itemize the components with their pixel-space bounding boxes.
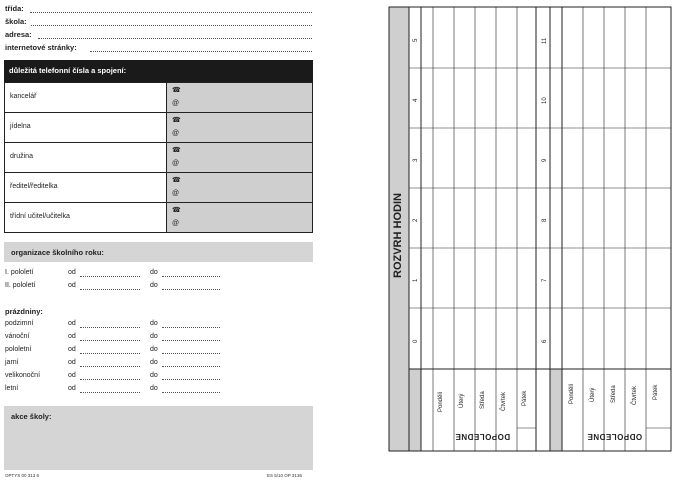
skola-field[interactable] — [31, 25, 312, 26]
pololeti-label: II. pololetí — [5, 282, 36, 289]
organizace-title: organizace školního roku: — [11, 248, 104, 257]
phone-icon: ☎ — [172, 87, 181, 94]
phones-title: důležitá telefonní čísla a spojení: — [4, 60, 313, 82]
do-field[interactable] — [162, 340, 220, 341]
do-label: do — [150, 333, 158, 340]
od-field[interactable] — [80, 276, 140, 277]
web-field[interactable] — [90, 51, 312, 52]
organizace-header — [4, 242, 313, 262]
od-label: od — [68, 333, 76, 340]
prazdniny-label: pololetní — [5, 346, 32, 353]
do-label: do — [150, 385, 158, 392]
od-label: od — [68, 282, 76, 289]
footer-left: OPTYS 00 313 6 — [5, 473, 40, 478]
day-label: Pátek — [653, 384, 659, 400]
phone-row-name: kancelář — [5, 83, 167, 112]
email-icon: @ — [172, 130, 180, 137]
od-field[interactable] — [80, 366, 140, 367]
footer-right: ES 5/10 OP 3136 — [267, 473, 302, 478]
hour-number: 2 — [413, 218, 419, 222]
phone-row — [5, 113, 312, 143]
prazdniny-label: vánoční — [5, 333, 30, 340]
do-field[interactable] — [162, 366, 220, 367]
odpoledne-label: ODPOLEDNE — [587, 432, 643, 441]
hour-number: 9 — [542, 158, 548, 162]
phone-icon: ☎ — [172, 177, 181, 184]
od-field[interactable] — [80, 327, 140, 328]
day-label: Středa — [480, 391, 486, 409]
prazdniny-label: jarní — [5, 359, 19, 366]
od-do-label: od – do — [422, 399, 428, 420]
phone-row — [5, 203, 312, 232]
od-field[interactable] — [80, 353, 140, 354]
phone-icon: ☎ — [172, 207, 181, 214]
adresa-field[interactable] — [38, 38, 312, 39]
prazdniny-title: prázdniny: — [5, 307, 43, 316]
od-label: od — [68, 359, 76, 366]
od-label: od — [68, 320, 76, 327]
trida-field[interactable] — [30, 12, 312, 13]
od-field[interactable] — [80, 379, 140, 380]
prazdniny-label: podzimní — [5, 320, 34, 327]
akce-title: akce školy: — [11, 412, 52, 421]
do-field[interactable] — [162, 327, 220, 328]
hour-number: 6 — [542, 339, 548, 343]
day-label: Čtvrtek — [632, 385, 638, 405]
do-label: do — [150, 320, 158, 327]
do-field[interactable] — [162, 276, 220, 277]
phone-row-info[interactable] — [167, 203, 312, 232]
day-label: Čtvrtek — [501, 391, 507, 411]
od-field[interactable] — [80, 289, 140, 290]
day-label: Středa — [611, 385, 617, 403]
hour-number: 4 — [413, 98, 419, 102]
day-label: Úterý — [459, 393, 465, 408]
phone-row-info[interactable] — [167, 173, 312, 202]
hour-number: 8 — [542, 218, 548, 222]
do-field[interactable] — [162, 392, 220, 393]
do-label: do — [150, 269, 158, 276]
phone-row-name: ředitel/ředitelka — [5, 173, 167, 202]
phone-row-info[interactable] — [167, 113, 312, 142]
hour-number: 1 — [413, 278, 419, 282]
day-label: Pátek — [522, 390, 528, 406]
hour-number: 3 — [413, 158, 419, 162]
phone-row — [5, 83, 312, 113]
day-label: Úterý — [590, 387, 596, 402]
do-field[interactable] — [162, 379, 220, 380]
phone-row-name: jídelna — [5, 113, 167, 142]
phone-row — [5, 143, 312, 173]
od-field[interactable] — [80, 340, 140, 341]
do-label: do — [150, 346, 158, 353]
prazdniny-label: velikonoční — [5, 372, 41, 379]
phones-table — [4, 82, 313, 233]
email-icon: @ — [172, 220, 180, 227]
skola-label: škola: — [5, 17, 27, 26]
od-label: od — [68, 269, 76, 276]
phone-icon: ☎ — [172, 147, 181, 154]
adresa-label: adresa: — [5, 30, 32, 39]
do-label: do — [150, 359, 158, 366]
hour-number: 0 — [413, 339, 419, 343]
email-icon: @ — [172, 100, 180, 107]
phone-row-info[interactable] — [167, 143, 312, 172]
trida-label: třída: — [5, 4, 24, 13]
do-field[interactable] — [162, 353, 220, 354]
dopoledne-label: DOPOLEDNE — [455, 432, 511, 441]
akce-box[interactable] — [4, 406, 313, 470]
od-label: od — [68, 372, 76, 379]
phone-row-name: družina — [5, 143, 167, 172]
do-label: do — [150, 282, 158, 289]
day-label: Pondělí — [438, 391, 444, 412]
day-label: Pondělí — [569, 383, 575, 404]
email-icon: @ — [172, 160, 180, 167]
hour-number: 10 — [542, 97, 548, 104]
pololeti-label: I. pololetí — [5, 269, 34, 276]
od-label: od — [68, 346, 76, 353]
od-field[interactable] — [80, 392, 140, 393]
od-label: od — [68, 385, 76, 392]
od-do-label: od – do — [563, 399, 569, 420]
do-label: do — [150, 372, 158, 379]
hour-number: 11 — [542, 37, 548, 44]
hour-number: 5 — [413, 38, 419, 42]
phone-row — [5, 173, 312, 203]
phone-icon: ☎ — [172, 117, 181, 124]
prazdniny-label: letní — [5, 385, 19, 392]
hour-number: 7 — [542, 278, 548, 282]
phone-row-info[interactable] — [167, 83, 312, 112]
rozvrh-title: ROZVRH HODIN — [392, 193, 404, 278]
timetable-grid — [388, 6, 672, 452]
do-field[interactable] — [162, 289, 220, 290]
web-label: internetové stránky: — [5, 43, 77, 52]
phone-row-name: třídní učitel/učitelka — [5, 203, 167, 232]
email-icon: @ — [172, 190, 180, 197]
